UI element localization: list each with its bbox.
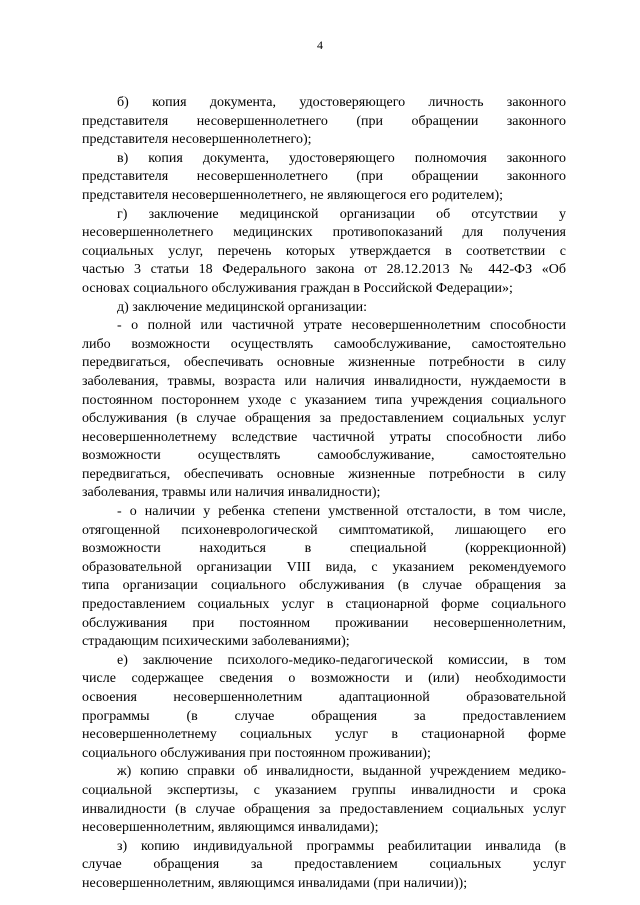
text-line-content: б) копия документа, удостоверяющего личность законного (117, 95, 566, 110)
text-line-content: образовательной организации VIII вида, с указанием рекомендуемого (82, 559, 566, 575)
text-line-content: заболевания, травмы, возраста или наличия инвалидности, нуждаемости в (82, 373, 566, 389)
text-line (82, 299, 566, 318)
text-line (82, 317, 566, 336)
paragraph-d1 (82, 317, 566, 503)
text-line-content: в) копия документа, удостоверяющего полномочия законного (117, 150, 566, 166)
text-line-content: ж) копию справки об инвалидности, выданной учреждением медико- (117, 764, 566, 780)
text-line (82, 261, 566, 280)
text-line (82, 187, 566, 206)
text-line (82, 745, 566, 764)
text-line (82, 577, 566, 596)
text-line-content: возможности находиться в специальной (коррекционной) (82, 541, 566, 557)
text-line (82, 652, 566, 671)
text-line (82, 484, 566, 503)
paragraph-v (82, 150, 566, 206)
text-line-content: типа организации социального обслуживания (в случае обращения за (82, 578, 566, 594)
text-line-content: частью 3 статьи 18 Федерального закона от 28.12.2013 № 442-ФЗ «Об (82, 262, 566, 278)
text-line (82, 373, 566, 392)
text-line-content: з) копию индивидуальной программы реабилитации инвалида (в (117, 838, 566, 854)
text-line-content: обслуживания при постоянном проживании несовершеннолетним, (82, 615, 566, 631)
text-line (82, 670, 566, 689)
text-line-content: числе содержащее сведения о возможности и (или) необходимости (82, 671, 566, 687)
text-line (82, 243, 566, 262)
text-line-content: освоения несовершеннолетним адаптационной образовательной (82, 690, 566, 705)
text-line (82, 447, 566, 466)
text-line (82, 615, 566, 634)
text-line-content: случае обращения за предоставлением социальных услуг (82, 857, 566, 873)
paragraph-e (82, 652, 566, 764)
text-line (82, 782, 566, 801)
text-line (82, 801, 566, 820)
text-line (82, 113, 566, 132)
text-line-content: несовершеннолетнего медицинских противопоказаний для получения (82, 225, 566, 241)
text-line (82, 168, 566, 187)
text-line (82, 131, 566, 150)
text-line-content: несовершеннолетним, являющимся инвалидами (при наличии)); (82, 875, 468, 891)
text-line-content: передвигаться, обеспечивать основные жизненные потребности в силу (82, 355, 566, 371)
text-line-content: страдающим психическими заболеваниями); (82, 634, 350, 650)
text-line (82, 522, 566, 541)
page-number: 4 (317, 38, 323, 52)
text-line-content: несовершеннолетним, являющимся инвалидами); (82, 820, 379, 836)
text-line-content: постоянном постороннем уходе с указанием типа учреждения социального (82, 392, 566, 408)
text-line (82, 150, 566, 169)
text-line (82, 856, 566, 875)
text-line-content: заболевания, травмы или наличия инвалидности); (82, 485, 381, 501)
text-line (82, 540, 566, 559)
paragraph-d (82, 299, 566, 318)
text-line-content: представителя несовершеннолетнего); (82, 132, 312, 148)
paragraph-d2 (82, 503, 566, 652)
text-line (82, 392, 566, 411)
text-line (82, 206, 566, 225)
paragraph-g (82, 206, 566, 299)
paragraph-zh (82, 763, 566, 837)
text-line-content: отягощенной психоневрологической симптоматикой, лишающего его (82, 522, 566, 538)
text-line-content: программы (в случае обращения за предоставлением (82, 708, 566, 724)
text-line-content: несовершеннолетнему вследствие частичной утраты способности либо (82, 429, 566, 445)
paragraph-b (82, 94, 566, 150)
text-line (82, 224, 566, 243)
text-line-content: представителя несовершеннолетнего, не являющегося его родителем); (82, 187, 504, 203)
text-line (82, 336, 566, 355)
text-line (82, 596, 566, 615)
text-line-content: представителя несовершеннолетнего (при обращении законного (82, 169, 566, 185)
text-line (82, 689, 566, 708)
text-line-content: основах социального обслуживания граждан в Российской Федерации»; (82, 280, 513, 296)
text-line (82, 726, 566, 745)
text-line-content: передвигаться, обеспечивать основные жизненные потребности в силу (82, 466, 566, 482)
text-line (82, 559, 566, 578)
text-line (82, 708, 566, 727)
text-line (82, 763, 566, 782)
text-line (82, 819, 566, 838)
text-line-content: инвалидности (в случае обращения за предоставлением социальных услуг (82, 801, 566, 817)
text-line-content: социального обслуживания при постоянном проживании); (82, 745, 431, 761)
text-line (82, 466, 566, 485)
paragraph-z (82, 838, 566, 894)
text-line-content: обслуживания (в случае обращения за предоставлением социальных услуг (82, 411, 566, 427)
text-line-content: предоставлением социальных услуг в стационарной форме социального (82, 597, 566, 613)
text-line-content: несовершеннолетнему социальных услуг в стационарной форме (82, 727, 566, 743)
text-line (82, 280, 566, 299)
text-line-content: д) заключение медицинской организации: (117, 299, 368, 315)
text-line-content: социальных услуг, перечень которых утверждается в соответствии с (82, 243, 566, 259)
text-line (82, 429, 566, 448)
text-line (82, 633, 566, 652)
text-line-content: возможности осуществлять самообслуживание, самостоятельно (82, 448, 566, 464)
text-line (82, 838, 566, 857)
text-line (82, 875, 566, 894)
text-line-content: представителя несовершеннолетнего (при обращении законного (82, 113, 566, 129)
text-line (82, 503, 566, 522)
document-body (82, 94, 566, 894)
text-line (82, 410, 566, 429)
text-line-content: социальной экспертизы, с указанием группы инвалидности и срока (82, 782, 566, 798)
text-line-content: - о полной или частичной утрате несовершеннолетним способности (117, 318, 566, 334)
text-line-content: - о наличии у ребенка степени умственной отсталости, в том числе, (117, 504, 566, 520)
text-line (82, 354, 566, 373)
text-line-content: е) заключение психолого-медико-педагогической комиссии, в том (117, 652, 566, 668)
text-line-content: либо возможности осуществлять самообслуживание, самостоятельно (82, 336, 566, 352)
text-line (82, 94, 566, 113)
text-line-content: г) заключение медицинской организации об отсутствии у (117, 206, 566, 222)
